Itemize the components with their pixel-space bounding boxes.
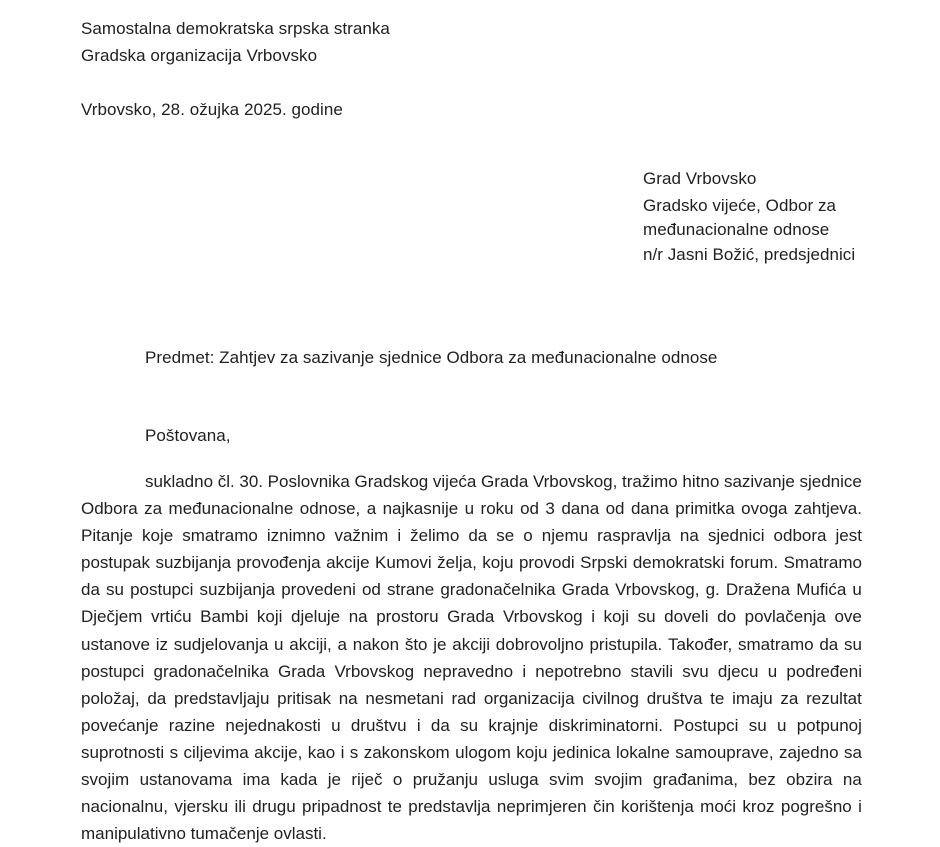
body-line: svojim ustanovama ima kada je riječ o pružanju usluga svim svojim građanima, bez obzira na: [81, 770, 862, 790]
greeting: Poštovana,: [145, 426, 231, 445]
body-line: Pitanje koje smatramo iznimno važnim i želimo da se o njemu raspravlja na sjednici odbora jest: [81, 526, 862, 546]
body-line: nacionalnu, vjersku ili drugu pripadnost te predstavlja neprimjeren čin korištenja moći kroz pogrešno i: [81, 797, 862, 817]
recipient-line-3: međunacionalne odnose: [643, 220, 830, 239]
body-line: postupci gradonačelnika Grada Vrbovskog nepravedno i nepotrebno stavili svu djecu u podređeni: [81, 661, 862, 681]
recipient-line-1: Grad Vrbovsko: [643, 169, 757, 188]
recipient-line-4: n/r Jasni Božić, predsjednici: [643, 245, 856, 264]
place-date: Vrbovsko, 28. ožujka 2025. godine: [81, 100, 343, 119]
subject-line: Predmet: Zahtjev za sazivanje sjednice Odbora za međunacionalne odnose: [145, 348, 718, 367]
body-line: ustanove iz sudjelovanja u akciji, a nakon što je akciji dobrovoljno pristupila. Također, smatramo da su: [81, 634, 862, 654]
body-line: Odbora za međunacionalne odnose, a najkasnije u roku od 3 dana od dana primitka ovoga zahtjeva.: [81, 499, 862, 519]
sender-party: Samostalna demokratska srpska stranka: [81, 19, 390, 38]
sender-organization: Gradska organizacija Vrbovsko: [81, 46, 318, 65]
body-line: povećanje razine nejednakosti u društvu i da su krajnje diskriminatorni. Postupci su u potpunoj: [81, 715, 862, 735]
recipient-line-2: Gradsko vijeće, Odbor za: [643, 196, 837, 215]
body-line: sukladno čl. 30. Poslovnika Gradskog vijeća Grada Vrbovskog, tražimo hitno sazivanje sjednice: [145, 472, 862, 491]
body-paragraph: [81, 468, 862, 847]
body-line: manipulativno tumačenje ovlasti.: [81, 824, 327, 844]
body-line: Dječjem vrtiću Bambi koji djeluje na prostoru Grada Vrbovskog i koji su doveli do povlačenja ove: [81, 607, 862, 627]
body-line: suprotnosti s ciljevima akcije, kao i s zakonskom ulogom koju jedinica lokalne samouprave, zajedno sa: [81, 742, 862, 762]
body-line: položaj, da predstavljaju pritisak na nesmetani rad organizacija civilnog društva te imaju za rezultat: [81, 688, 862, 708]
body-line: da su postupci suzbijanja provedeni od strane gradonačelnika Grada Vrbovskog, g. Dražena Mufića u: [81, 580, 862, 600]
body-line: postupak suzbijanja provođenja akcije Kumovi želja, koju provodi Srpski demokratski forum. Smatramo: [81, 553, 862, 573]
